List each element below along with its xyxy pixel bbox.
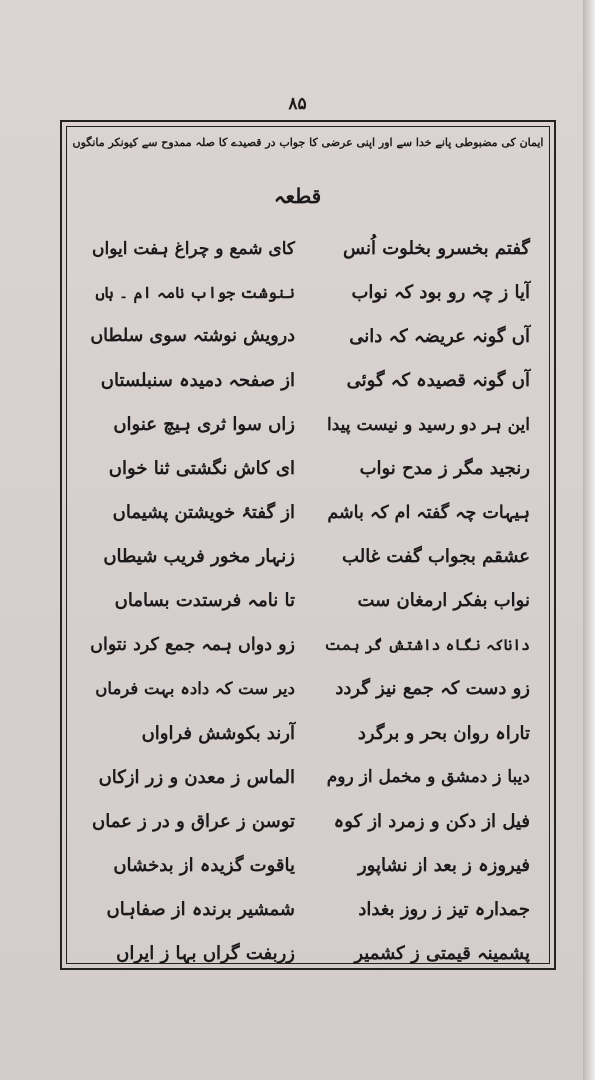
couplet-second-line: الماس ز معدن و زر ازکاں <box>98 766 295 788</box>
poem-title: قطعہ <box>273 184 322 208</box>
couplet-first-line: آں گونہ قصیدہ کہ گوئی <box>346 369 530 391</box>
couplet <box>90 270 530 314</box>
couplet-second-line: توسن ز عراق و در ز عماں <box>92 810 295 832</box>
couplet <box>90 314 530 358</box>
couplet-first-line: گفتم بخسرو بخلوت اُنس <box>343 237 530 259</box>
couplet-first-line: رنجید مگر ز مدح نواب <box>359 458 530 480</box>
couplet-second-line: شمشیر برندہ از صفاہاں <box>106 898 295 920</box>
couplet-first-line: آں گونہ عریضہ کہ دانی <box>349 325 530 347</box>
couplet-second-line: از صفحہ دمیدہ سنبلستاں <box>100 369 295 391</box>
couplet-first-line: این ہر دو رسید و نیست پیدا <box>327 414 530 435</box>
couplet-second-line: زنہار مخور فریب شیطاں <box>103 546 295 568</box>
couplet-second-line: کای شمع و چراغ ہفت ایواں <box>92 238 295 259</box>
couplet-second-line: دیر ست کہ دادہ بہت فرماں <box>95 679 295 699</box>
couplet-first-line: دیبا ز دمشق و مخمل از روم <box>326 767 530 788</box>
couplet <box>90 887 530 931</box>
couplet <box>90 623 530 667</box>
couplet <box>90 711 530 755</box>
couplet <box>90 755 530 799</box>
couplet <box>90 402 530 446</box>
couplet-first-line: جمدارہ تیز ز روز بغداد <box>358 898 530 920</box>
couplet <box>90 491 530 535</box>
couplet-second-line: یاقوت گزیدہ از بدخشاں <box>113 854 295 876</box>
page-edge <box>583 0 595 1080</box>
couplet-first-line: آیا ز چہ رو بود کہ نواب <box>351 281 530 303</box>
couplet-second-line: از گفتۂ خویشتن پشیماں <box>112 502 295 524</box>
couplet <box>90 358 530 402</box>
couplet-first-line: زو دست کہ جمع نیز گردد <box>335 678 530 700</box>
couplet-first-line: عشقم بجواب گفت غالب <box>342 546 530 568</box>
couplet-second-line: تا نامہ فرستدت بساماں <box>114 590 295 612</box>
page-number: ۸۵ <box>288 94 307 114</box>
couplet-first-line: فیروزہ ز بعد از نشاپور <box>357 854 530 876</box>
couplet-first-line: داناکہ نگاہ داشتش گر ہمت <box>324 635 530 654</box>
couplet-first-line: پشمینہ قیمتی ز کشمیر <box>354 943 530 965</box>
couplet-first-line: نواب بفکر ارمغان ست <box>357 590 530 612</box>
couplet <box>90 932 530 976</box>
couplet-first-line: ہیہات چہ گفتہ ام کہ باشم <box>327 502 530 523</box>
couplet-list <box>90 226 530 976</box>
couplet <box>90 226 530 270</box>
couplet <box>90 446 530 490</box>
couplet-second-line: ای کاش نگشتی ثنا خواں <box>108 458 295 480</box>
couplet <box>90 535 530 579</box>
couplet-second-line: ننوشت جواب نامہ ام ۔ ہاں <box>95 282 295 302</box>
couplet-second-line: زاں سوا ثری ہیچ عنواں <box>113 413 295 435</box>
couplet-second-line: آرند بکوشش فراواں <box>141 722 295 744</box>
couplet-second-line: درویش نوشتہ سوی سلطاں <box>90 326 295 347</box>
couplet <box>90 667 530 711</box>
couplet-first-line: فیل از دکن و زمرد از کوہ <box>333 810 530 832</box>
couplet-second-line: زربفت گراں بہا ز ایراں <box>116 943 295 965</box>
couplet <box>90 579 530 623</box>
couplet-second-line: زو دواں ہمہ جمع کرد نتواں <box>90 634 295 655</box>
couplet <box>90 843 530 887</box>
couplet-first-line: تاراہ روان بحر و برگرد <box>357 722 530 744</box>
couplet <box>90 799 530 843</box>
section-heading: ایمان کی مضبوطی پانے خدا سے اور اپنی عرضی کا جواب در قصیدے کا صلہ ممدوح سے کیونکر مانگوں <box>72 136 544 149</box>
